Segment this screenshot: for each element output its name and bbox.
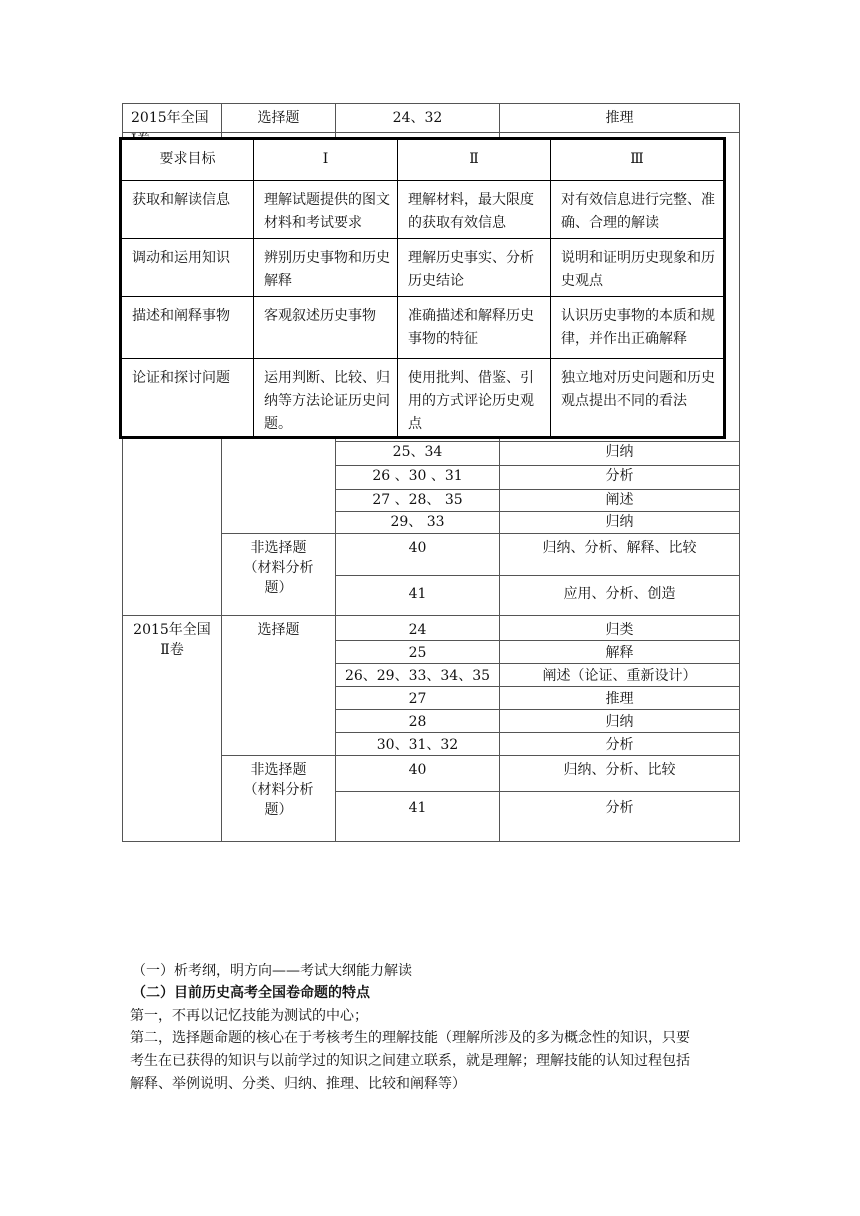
ability-requirements-table: [119, 137, 726, 439]
year-cell-2: [123, 616, 222, 842]
level-1-cell: 理解试题提供的图文材料和考试要求: [254, 181, 398, 239]
nonchoice-type-cell: [222, 534, 336, 616]
header-level-3: Ⅲ: [551, 139, 725, 181]
choice-type-cell-2: 选择题: [222, 616, 336, 756]
level-2-cell: 准确描述和解释历史事物的特征: [398, 297, 551, 359]
skill-cell: 阐述（论证、重新设计）: [500, 664, 740, 687]
table-row: [121, 239, 725, 297]
year-label-1-line1: 2015年全国: [131, 110, 209, 126]
skill-cell: 归纳: [500, 442, 740, 466]
nonchoice-line3: 题）: [264, 580, 293, 596]
level-1-cell: 客观叙述历史事物: [254, 297, 398, 359]
nonchoice-line1: 非选择题: [250, 540, 307, 556]
goal-cell: 获取和解读信息: [121, 181, 254, 239]
goal-cell: 论证和探讨问题: [121, 359, 254, 438]
level-3-cell: 说明和证明历史现象和历史观点: [551, 239, 725, 297]
level-3-cell: 独立地对历史问题和历史观点提出不同的看法: [551, 359, 725, 438]
skill-cell: 分析: [500, 733, 740, 756]
paragraph-point-2-line-1: 第二，选择题命题的核心在于考核考生的理解技能（理解所涉及的多为概念性的知识，只要: [130, 1030, 690, 1046]
item-numbers-cell: 27: [336, 687, 500, 710]
level-1-cell: 辨别历史事物和历史解释: [254, 239, 398, 297]
item-numbers-cell: 25、34: [336, 442, 500, 466]
item-numbers-cell: 29、 33: [336, 512, 500, 534]
skill-cell: 解释: [500, 641, 740, 664]
table-header-row: [121, 139, 725, 181]
nonchoice-line2: （材料分析: [243, 560, 314, 576]
paragraph-point-1: 第一，不再以记忆技能为测试的中心；: [130, 1008, 368, 1024]
year-cell-1: [123, 104, 222, 133]
skill-cell: 归纳: [500, 512, 740, 534]
table-row: [123, 616, 740, 641]
level-3-cell: 对有效信息进行完整、准确、合理的解读: [551, 181, 725, 239]
paragraph-point-2-line-3: 解释、举例说明、分类、归纳、推理、比较和阐释等）: [130, 1076, 466, 1092]
goal-cell: 调动和运用知识: [121, 239, 254, 297]
table-row: [121, 181, 725, 239]
question-type-cell: 选择题: [222, 104, 336, 133]
section-heading-1: （一）析考纲，明方向——考试大纲能力解读: [132, 963, 412, 979]
item-numbers-cell: 30、31、32: [336, 733, 500, 756]
table-row: [121, 297, 725, 359]
paragraph-point-2-line-2: 考生在已获得的知识与以前学过的知识之间建立联系，就是理解；理解技能的认知过程包括: [130, 1053, 690, 1069]
item-numbers-cell: 41: [336, 576, 500, 616]
header-level-2: Ⅱ: [398, 139, 551, 181]
skill-cell: 归纳、分析、解释、比较: [500, 534, 740, 576]
level-2-cell: 使用批判、借鉴、引用的方式评论历史观点: [398, 359, 551, 438]
item-numbers-cell: 28: [336, 710, 500, 733]
skill-cell: 归类: [500, 616, 740, 641]
skill-cell: 应用、分析、创造: [500, 576, 740, 616]
skill-cell: 分析: [500, 466, 740, 490]
item-numbers-cell: 26 、30 、31: [336, 466, 500, 490]
level-2-cell: 理解材料，最大限度的获取有效信息: [398, 181, 551, 239]
item-numbers-cell: 40: [336, 756, 500, 792]
skill-cell: 推理: [500, 104, 740, 133]
nonchoice-type-cell-2: [222, 756, 336, 842]
year-label-2-line1: 2015年全国: [133, 622, 211, 638]
section-heading-2: （二）目前历史高考全国卷命题的特点: [132, 985, 370, 1001]
table-row: [121, 359, 725, 438]
item-numbers-cell: 27 、28、 35: [336, 490, 500, 512]
item-numbers-cell: 25: [336, 641, 500, 664]
nonchoice-line1: 非选择题: [250, 762, 307, 778]
item-numbers-cell: 40: [336, 534, 500, 576]
skill-cell: 阐述: [500, 490, 740, 512]
level-3-cell: 认识历史事物的本质和规律，并作出正确解释: [551, 297, 725, 359]
item-numbers-cell: 41: [336, 792, 500, 842]
level-2-cell: 理解历史事实、分析历史结论: [398, 239, 551, 297]
skill-cell: 分析: [500, 792, 740, 842]
nonchoice-line3: 题）: [264, 802, 293, 818]
item-numbers-cell: 24、32: [336, 104, 500, 133]
item-numbers-cell: 26、29、33、34、35: [336, 664, 500, 687]
year-label-2-line2: Ⅱ卷: [160, 642, 184, 658]
goal-cell: 描述和阐释事物: [121, 297, 254, 359]
skill-cell: 归纳: [500, 710, 740, 733]
skill-cell: 推理: [500, 687, 740, 710]
header-goal: 要求目标: [121, 139, 254, 181]
table-row: [123, 104, 740, 133]
skill-cell: 归纳、分析、比较: [500, 756, 740, 792]
level-1-cell: 运用判断、比较、归纳等方法论证历史问题。: [254, 359, 398, 438]
nonchoice-line2: （材料分析: [243, 782, 314, 798]
header-level-1: Ⅰ: [254, 139, 398, 181]
item-numbers-cell: 24: [336, 616, 500, 641]
